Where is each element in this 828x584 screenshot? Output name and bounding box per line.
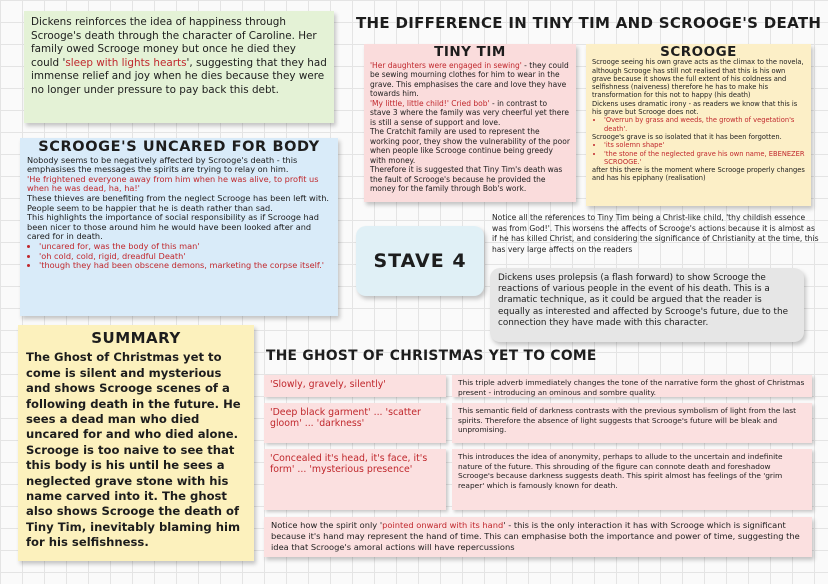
ghost-row <box>264 375 812 397</box>
caroline-text-1: Dickens reinforces the idea of happiness through Scrooge's death through the character of Caroline. Her family owed Scrooge money but once he died they could ' <box>31 16 317 69</box>
uncared-bullet: • 'uncared for, was the body of this man' <box>39 242 331 252</box>
ghost-analysis: This triple adverb immediately changes the tone of the narrative form the ghost of Christmas present - introducing an ominous and sombre quality. <box>452 375 812 397</box>
ghost-quote: 'Concealed it's head, it's face, it's form' ... 'mysterious presence' <box>264 449 446 510</box>
tiny-tim-para-1 <box>370 61 570 99</box>
summary-heading: SUMMARY <box>91 329 181 347</box>
tiny-tim-quote-2: 'My little, little child!' Cried bob' <box>370 98 490 108</box>
tiny-tim-text-1: - they could be sewing mourning clothes for him to wear in the grave. This emphasises the care and love they have towards him. <box>370 60 569 98</box>
ghost-note-quote: pointed onward with its hand <box>382 520 504 530</box>
uncared-quote: 'He frightened everyone away from him when he was alive, to profit us when he was dead, ha, ha!' <box>27 173 319 194</box>
uncared-bullet: • 'oh cold, cold, rigid, dreadful Death' <box>39 252 331 262</box>
ghost-section-title: THE GHOST OF CHRISTMAS YET TO COME <box>266 348 597 364</box>
scrooge-bullet-1: • 'Overrun by grass and weeds, the growth of vegetation's death'. <box>604 116 805 133</box>
ghost-quote: 'Deep black garment' ... 'scatter gloom' ... 'darkness' <box>264 403 446 443</box>
uncared-heading: SCROOGE'S UNCARED FOR BODY <box>38 139 320 155</box>
ghost-quote: 'Slowly, gravely, silently' <box>264 375 446 397</box>
tiny-tim-para-4: Therefore it is suggested that Tiny Tim's death was the fault of Scrooge's because he provided the money for the family through Bob's work. <box>370 165 563 193</box>
christ-like-note: Notice all the references to Tiny Tim being a Christ-like child, 'thy childish essence was from God!'. This worsens the affects of Scrooge's actions because it is almost as if he has killed Christ, and considering the significance of Christianity at the time, this has very large affects on the readers <box>492 213 819 254</box>
uncared-para-3: This highlights the importance of social responsibility as if Scrooge had been nicer to those around him he would have been looked after and cared for in death. <box>27 212 319 242</box>
uncared-bullet: • 'though they had been obscene demons, marketing the corpse itself.' <box>39 261 331 271</box>
prolepsis-note: Dickens uses prolepsis (a flash forward) to show Scrooge the reactions of various people in the event of his death. This is a dramatic technique, as it could be argued that the reader is equally as interested and affected by Scrooge's future, due to the connection they have made with this character. <box>490 268 804 342</box>
ghost-note-text-1: Notice how the spirit only ' <box>271 520 383 530</box>
caroline-note <box>24 11 334 123</box>
tiny-tim-heading: TINY TIM <box>434 44 506 60</box>
scrooge-bullet-2: • 'its solemn shape' <box>604 141 805 149</box>
tiny-tim-para-3: The Cratchit family are used to represent the working poor, they show the vulnerability of the poor when people like Scrooge continue being greedy with money. <box>370 127 570 165</box>
scrooge-card <box>586 44 811 206</box>
scrooge-para-3: Scrooge's grave is so isolated that it has been forgotten. <box>592 132 782 141</box>
uncared-quote-list <box>27 242 331 271</box>
tiny-tim-quote-1: 'Her daughters were engaged in sewing' <box>370 60 522 70</box>
summary-text: The Ghost of Christmas yet to come is silent and mysterious and shows Scrooge scenes of a following death in the future. He sees a dead man who died uncared for and who died alone. Scrooge is too naive to see that this body is his until he sees a neglected grave stone with his name carved into it. The ghost also shows Scrooge the death of Tiny Tim, inevitably blaming him for his selfishness. <box>26 350 241 550</box>
scrooge-para-1: Scrooge seeing his own grave acts as the climax to the novela, although Scrooge has still not realised that this is his own grave because it shows the full extent of his coldness and selfishness (naiveness) therefore he has to make his transformation for this not to happy (his death) <box>592 58 804 100</box>
scrooge-list-2 <box>592 141 805 166</box>
caroline-quote: sleep with lights hearts <box>65 56 187 69</box>
scrooge-para-4: after this there is the moment where Scrooge properly changes and has his epiphany (realisation) <box>592 166 805 183</box>
stave-label: STAVE 4 <box>356 226 484 296</box>
caroline-text-2: ', suggesting that they had immense relief and joy when he dies because they were no longer under pressure to pay back this debt. <box>31 56 327 96</box>
ghost-hand-note <box>264 517 812 557</box>
uncared-body-card <box>20 138 338 316</box>
uncared-para-2: These thieves are benefiting from the neglect Scrooge has been left with. People seem to be happier that he is death rather than sad. <box>27 192 329 213</box>
summary-card <box>18 325 254 561</box>
uncared-para-1: Nobody seems to be negatively affected by Scrooge's death - this emphasises the messages the spirits are trying to relay on him. <box>27 154 298 175</box>
ghost-analysis: This semantic field of darkness contrasts with the previous symbolism of light from the last spirits. Therefore the absence of light suggests that Scrooge's future will be bleak and unpromising. <box>452 403 812 443</box>
scrooge-heading: SCROOGE <box>660 44 737 60</box>
scrooge-para-2: Dickens uses dramatic irony - as readers we know that this is his grave but Scrooge does not. <box>592 99 798 117</box>
tiny-tim-para-2 <box>370 99 570 128</box>
ghost-note-text-2: ' - this is the only interaction it has with Scrooge which is significant because it's hand may represent the hand of time. This can emphasise both the importance and power of time, suggesting the idea that Scrooge's amoral actions will have repercussions <box>271 520 800 552</box>
ghost-row <box>264 449 812 510</box>
scrooge-list-1 <box>592 116 805 133</box>
tiny-tim-card <box>364 44 576 202</box>
ghost-analysis: This introduces the idea of anonymity, perhaps to allude to the uncertain and indefinite nature of the future. This shrouding of the figure can connote death and foreshadow Scrooge's because darkness suggests death. This spirit almost has feelings of the 'grim reaper' which is famously known for death. <box>452 449 812 510</box>
page-title: THE DIFFERENCE IN TINY TIM AND SCROOGE'S DEATH <box>356 14 822 32</box>
tiny-tim-text-2: - in contrast to stave 3 where the family was very cheerful yet there is still a sense of support and love. <box>370 98 569 127</box>
ghost-row <box>264 403 812 443</box>
scrooge-bullet-3: • 'the stone of the neglected grave his own name, EBENEZER SCROOGE.' <box>604 150 805 167</box>
